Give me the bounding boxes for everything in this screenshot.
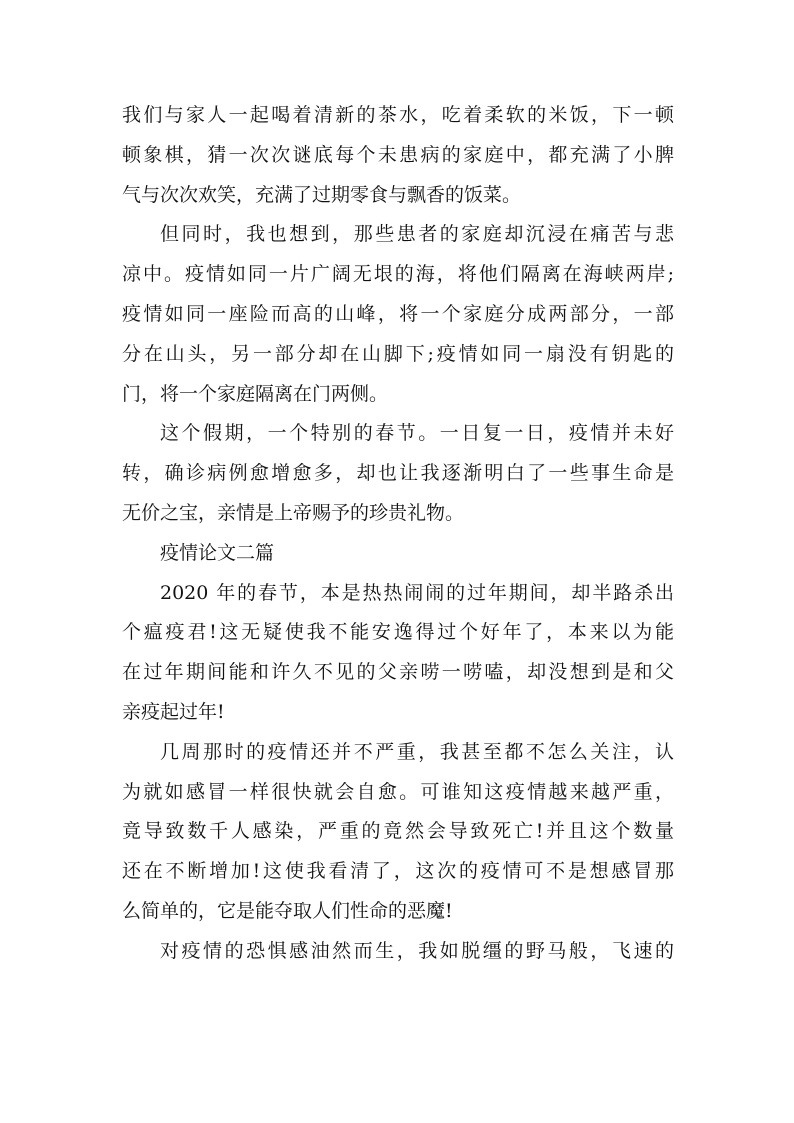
text-line: 亲疫起过年! [122,700,225,723]
text-line: 对疫情的恐惧感油然而生，我如脱缰的野马般，飞速的 [160,939,674,962]
text-line: 在过年期间能和许久不见的父亲唠一唠嗑，却没想到是和父 [122,661,674,684]
text-line: 凉中。疫情如同一片广阔无垠的海，将他们隔离在海峡两岸; [122,263,674,286]
text-line: 分在山头，另一部分却在山脚下;疫情如同一扇没有钥匙的 [122,342,674,365]
text-line: 疫情如同一座险而高的山峰，将一个家庭分成两部分，一部 [122,302,674,325]
text-line: 几周那时的疫情还并不严重，我甚至都不怎么关注，认 [160,740,674,763]
section-heading: 疫情论文二篇 [160,541,275,564]
text-line: 这个假期，一个特别的春节。一日复一日，疫情并未好 [160,422,674,445]
text-line: 还在不断增加!这使我看清了，这次的疫情可不是想感冒那 [122,860,674,883]
text-line: 竟导致数千人感染，严重的竟然会导致死亡!并且这个数量 [122,820,674,843]
text-line: 无价之宝，亲情是上帝赐予的珍贵礼物。 [122,501,465,524]
text-line: 转，确诊病例愈增愈多，却也让我逐渐明白了一些事生命是 [122,462,674,485]
text-line: 但同时，我也想到，那些患者的家庭却沉浸在痛苦与悲 [160,223,674,246]
text-line: 为就如感冒一样很快就会自愈。可谁知这疫情越来越严重， [122,780,674,803]
document-body [122,96,674,972]
text-line: 2020 年的春节，本是热热闹闹的过年期间，却半路杀出 [160,581,674,604]
text-line: 门，将一个家庭隔离在门两侧。 [122,382,389,405]
text-line: 气与次次欢笑，充满了过期零食与飘香的饭菜。 [122,183,522,206]
text-line: 个瘟疫君!这无疑使我不能安逸得过个好年了，本来以为能 [122,621,674,644]
text-line: 顿象棋，猜一次次谜底每个未患病的家庭中，都充满了小脾 [122,143,674,166]
text-line: 么简单的，它是能夺取人们性命的恶魔! [122,899,453,922]
text-line: 我们与家人一起喝着清新的茶水，吃着柔软的米饭，下一顿 [122,104,674,126]
